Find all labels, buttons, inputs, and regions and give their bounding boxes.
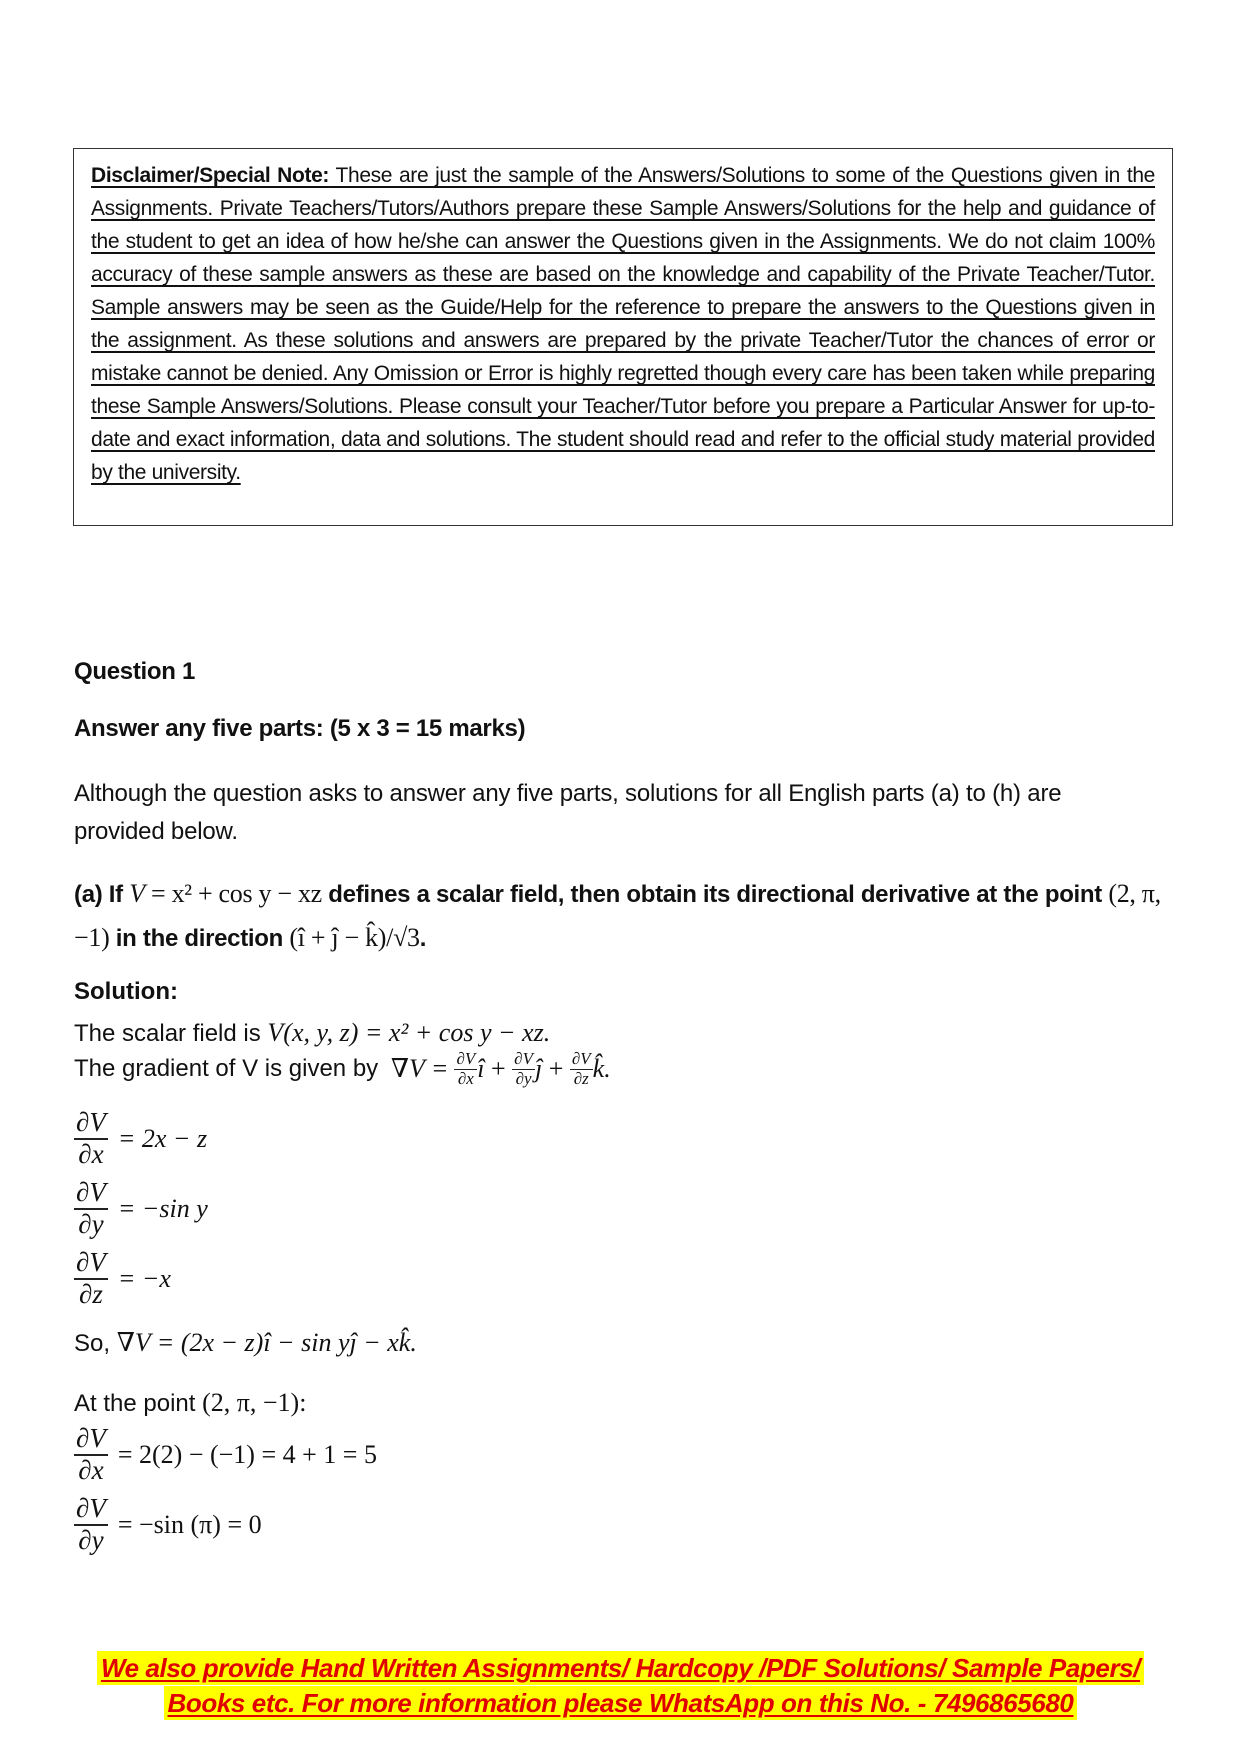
frac-num: ∂V bbox=[74, 1248, 108, 1280]
evaluated-y bbox=[74, 1494, 262, 1555]
frac-den: ∂z bbox=[78, 1278, 103, 1309]
part-a-prefix: (a) If bbox=[74, 881, 130, 908]
promo-line-1 bbox=[0, 1653, 1241, 1684]
solution-line-2 bbox=[74, 1050, 611, 1088]
op: + bbox=[484, 1054, 513, 1084]
promo-line-2 bbox=[0, 1688, 1241, 1719]
so-math: ∇V = (2x − z)î − sin yĵ − xk̂. bbox=[116, 1328, 417, 1357]
question-instruction: Answer any five parts: (5 x 3 = 15 marks) bbox=[74, 715, 526, 742]
frac bbox=[74, 1108, 108, 1169]
grad-frac-z bbox=[570, 1050, 593, 1088]
frac bbox=[74, 1178, 108, 1239]
frac bbox=[74, 1248, 108, 1309]
at-point-line bbox=[74, 1388, 306, 1418]
question-intro: Although the question asks to answer any five parts, solutions for all English parts (a) to (h) are provided below. bbox=[74, 780, 1062, 845]
frac-num: ∂V bbox=[74, 1494, 108, 1526]
frac-num: ∂V bbox=[456, 1049, 476, 1068]
at-point-text: At the point bbox=[74, 1390, 203, 1417]
at-point-math: (2, π, −1): bbox=[202, 1388, 307, 1417]
partial-x bbox=[74, 1108, 207, 1169]
op: + bbox=[542, 1054, 570, 1084]
frac bbox=[74, 1494, 108, 1555]
frac-den: ∂x bbox=[457, 1068, 474, 1088]
promo-text-2: Books etc. For more information please WhatsApp on this No. - 7496865680 bbox=[164, 1686, 1078, 1720]
frac-den: ∂y bbox=[515, 1068, 532, 1088]
evaluated-rhs: = 2(2) − (−1) = 4 + 1 = 5 bbox=[117, 1439, 377, 1469]
gradient-lhs: ∇V = bbox=[390, 1054, 449, 1084]
disclaimer-box bbox=[73, 148, 1173, 526]
part-a-question bbox=[74, 872, 1184, 960]
unit-i: î bbox=[477, 1054, 485, 1084]
direction-expr: (î + ĵ − k̂)/√3 bbox=[289, 923, 420, 952]
unit-j: ĵ bbox=[534, 1054, 543, 1084]
line1-math: V(x, y, z) = x² + cos y − xz. bbox=[267, 1018, 551, 1047]
part-a-mid: defines a scalar field, then obtain its directional derivative at the point bbox=[321, 881, 1109, 908]
evaluated-x bbox=[74, 1424, 377, 1485]
frac-num: ∂V bbox=[74, 1178, 108, 1210]
grad-frac-x bbox=[454, 1050, 477, 1088]
grad-frac-y bbox=[512, 1050, 535, 1088]
frac bbox=[74, 1424, 108, 1485]
question-title: Question 1 bbox=[74, 658, 196, 685]
disclaimer-body: These are just the sample of the Answers/Solutions to some of the Questions given in the Assignments. Private Teachers/Tutors/Authors prepare these Sample Answers/Solutions for the help and guidance of the student to get an idea of how he/she can answer the Questions given in the Assignments. We do not claim 100% accuracy of these sample answers as these are based on the knowledge and capability of the Private Teacher/Tutor. Sample answers may be seen as the Guide/Help for the reference to prepare the answers to the Questions given in the assignment. As these solutions and answers are prepared by the private Teacher/Tutor the chances of error or mistake cannot be denied. Any Omission or Error is highly regretted though every care has been taken while preparing these Sample Answers/Solutions. Please consult your Teacher/Tutor before you prepare a Particular Answer for up-to-date and exact information, data and solutions. The student should read and refer to the official study material provided by the university. bbox=[91, 164, 1155, 484]
so-text: So, bbox=[74, 1330, 117, 1357]
unit-k: k̂. bbox=[592, 1054, 611, 1084]
frac-num: ∂V bbox=[74, 1108, 108, 1140]
part-a-end: . bbox=[419, 925, 427, 952]
disclaimer-label: Disclaimer/Special Note: bbox=[91, 164, 330, 187]
line1-text: The scalar field is bbox=[74, 1020, 268, 1047]
evaluated-rhs: = −sin (π) = 0 bbox=[117, 1509, 262, 1539]
point-expr: (2, π, −1) bbox=[74, 879, 1161, 952]
frac-num: ∂V bbox=[74, 1424, 108, 1456]
frac-num: ∂V bbox=[571, 1049, 591, 1068]
frac-den: ∂y bbox=[78, 1208, 104, 1239]
frac-den: ∂z bbox=[573, 1068, 589, 1088]
partial-rhs: = −x bbox=[117, 1263, 171, 1293]
frac-den: ∂x bbox=[78, 1138, 104, 1169]
frac-den: ∂x bbox=[78, 1454, 104, 1485]
disclaimer-text bbox=[91, 159, 1155, 489]
solution-label: Solution: bbox=[74, 978, 178, 1005]
part-a-mid2: in the direction bbox=[109, 925, 290, 952]
field-rhs: = x² + cos y − xz bbox=[144, 879, 322, 908]
field-lhs: V bbox=[129, 879, 145, 908]
line2-text: The gradient of V is given by bbox=[74, 1055, 385, 1083]
solution-line-1 bbox=[74, 1018, 550, 1048]
partial-z bbox=[74, 1248, 171, 1309]
partial-rhs: = 2x − z bbox=[117, 1123, 208, 1153]
promo-text-1: We also provide Hand Written Assignments/ Hardcopy /PDF Solutions/ Sample Papers/ bbox=[97, 1651, 1144, 1685]
frac-num: ∂V bbox=[514, 1049, 533, 1068]
frac-den: ∂y bbox=[78, 1524, 104, 1555]
partial-rhs: = −sin y bbox=[117, 1193, 208, 1223]
gradient-result bbox=[74, 1328, 417, 1358]
partial-y bbox=[74, 1178, 208, 1239]
